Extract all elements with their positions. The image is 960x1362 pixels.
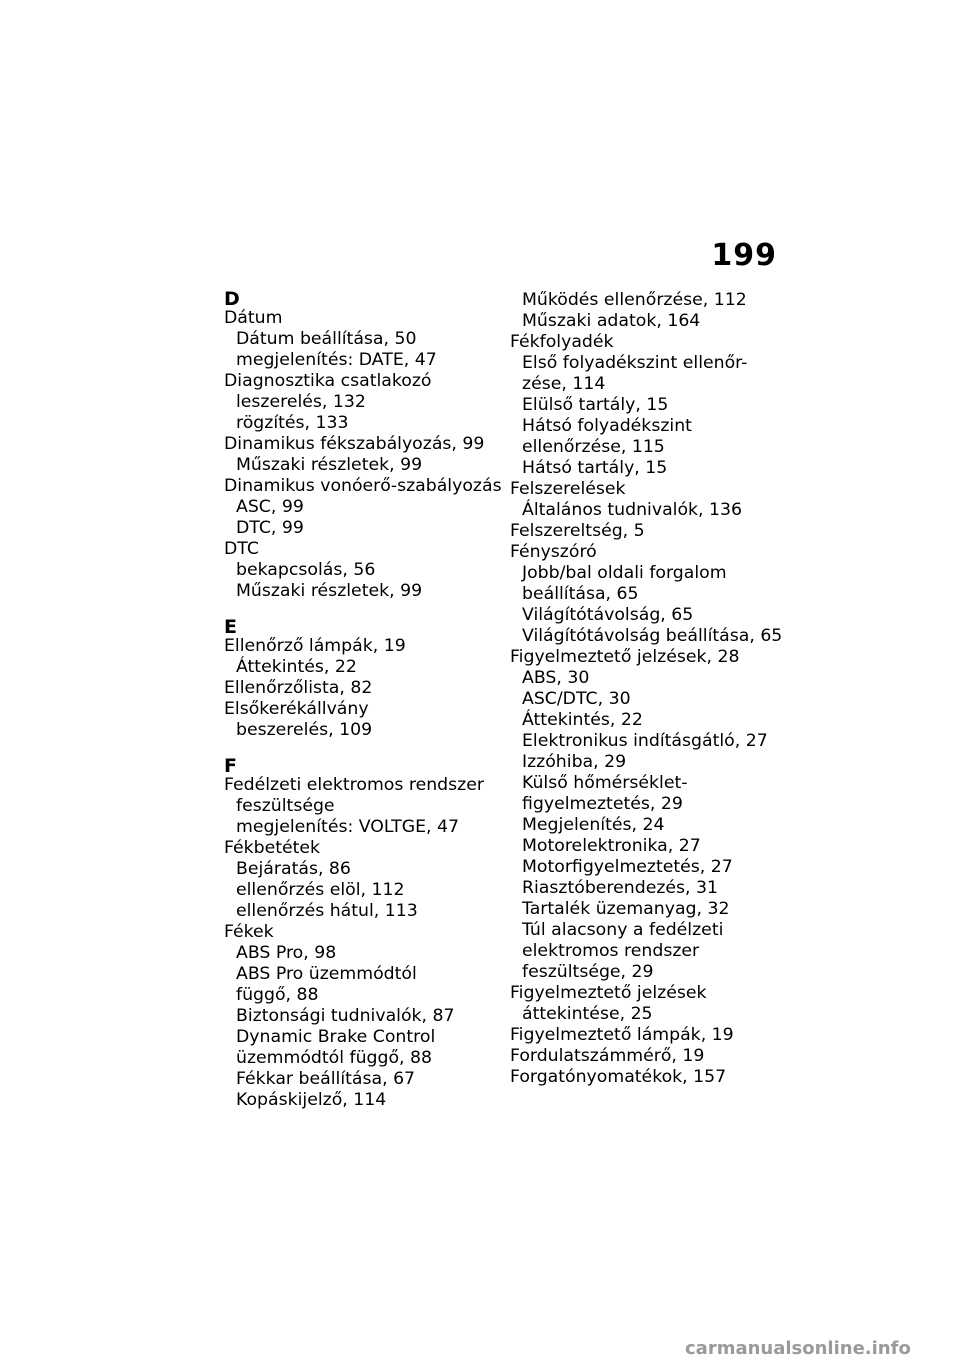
index-entry: Felszereltség, 5 [510, 521, 645, 541]
index-subentry: bekapcsolás, 56 [236, 560, 376, 580]
index-subentry: megjelenítés: DATE, 47 [236, 350, 437, 370]
index-entry: Figyelmeztető jelzések, 28 [510, 647, 740, 667]
index-subentry: Motorfigyelmeztetés, 27 [522, 857, 733, 877]
index-subentry: Bejáratás, 86 [236, 859, 351, 879]
index-entry: Fordulatszámmérő, 19 [510, 1046, 705, 1066]
index-subentry: Izzóhiba, 29 [522, 752, 627, 772]
index-subentry: Túl alacsony a fedélzeti [522, 920, 724, 940]
index-subentry: feszültsége [236, 796, 335, 816]
index-entry: Felszerelések [510, 479, 626, 499]
index-subentry: ABS, 30 [522, 668, 590, 688]
index-subentry: ellenőrzése, 115 [522, 437, 665, 457]
index-subentry: Fékkar beállítása, 67 [236, 1069, 416, 1089]
index-subentry: rögzítés, 133 [236, 413, 349, 433]
index-subentry: Riasztóberendezés, 31 [522, 878, 719, 898]
page-number: 199 [711, 238, 777, 273]
index-subentry: áttekintése, 25 [522, 1004, 653, 1024]
index-subentry: feszültsége, 29 [522, 962, 654, 982]
index-subentry: Világítótávolság beállítása, 65 [522, 626, 783, 646]
index-subentry: Tartalék üzemanyag, 32 [522, 899, 730, 919]
index-section-letter: F [224, 755, 237, 777]
index-subentry: Kopáskijelző, 114 [236, 1090, 387, 1110]
index-subentry: elektromos rendszer [522, 941, 700, 961]
index-subentry: Áttekintés, 22 [236, 657, 357, 677]
index-subentry: üzemmódtól függő, 88 [236, 1048, 433, 1068]
index-subentry: megjelenítés: VOLTGE, 47 [236, 817, 459, 837]
index-subentry: Műszaki részletek, 99 [236, 455, 423, 475]
index-subentry: ABS Pro, 98 [236, 943, 337, 963]
index-column-right [510, 290, 800, 1088]
index-subentry: Biztonsági tudnivalók, 87 [236, 1006, 455, 1026]
index-entry: Fedélzeti elektromos rendszer [224, 775, 484, 795]
index-subentry: függő, 88 [236, 985, 319, 1005]
index-subentry: Külső hőmérséklet- [522, 773, 688, 793]
index-subentry: Világítótávolság, 65 [522, 605, 694, 625]
index-entry: Dinamikus fékszabályozás, 99 [224, 434, 485, 454]
index-subentry: ellenőrzés hátul, 113 [236, 901, 418, 921]
index-subentry: Hátsó folyadékszint [522, 416, 692, 436]
index-subentry: DTC, 99 [236, 518, 304, 538]
index-entry: Forgatónyomatékok, 157 [510, 1067, 727, 1087]
index-subentry: beszerelés, 109 [236, 720, 373, 740]
index-entry: DTC [224, 539, 259, 559]
index-subentry: Dynamic Brake Control [236, 1027, 436, 1047]
index-entry: Elsőkerékállvány [224, 699, 369, 719]
index-entry: Fékfolyadék [510, 332, 614, 352]
index-subentry: figyelmeztetés, 29 [522, 794, 683, 814]
index-entry: Fényszóró [510, 542, 597, 562]
index-entry: Ellenőrzőlista, 82 [224, 678, 373, 698]
index-section-letter: D [224, 288, 240, 310]
index-subentry: Jobb/bal oldali forgalom [522, 563, 727, 583]
index-entry: Dinamikus vonóerő-szabályozás [224, 476, 502, 496]
index-subentry: Működés ellenőrzése, 112 [522, 290, 747, 310]
index-column-left [224, 290, 504, 1111]
index-subentry: Megjelenítés, 24 [522, 815, 665, 835]
index-entry: Fékbetétek [224, 838, 321, 858]
index-section-letter: E [224, 616, 237, 638]
watermark: carmanualsonline.info [685, 1338, 911, 1359]
index-subentry: zése, 114 [522, 374, 606, 394]
index-entry: Dátum [224, 308, 283, 328]
index-subentry: Dátum beállítása, 50 [236, 329, 417, 349]
index-subentry: Műszaki adatok, 164 [522, 311, 701, 331]
index-entry: Figyelmeztető lámpák, 19 [510, 1025, 734, 1045]
index-subentry: Általános tudnivalók, 136 [522, 500, 743, 520]
index-subentry: Elektronikus indításgátló, 27 [522, 731, 768, 751]
index-subentry: Műszaki részletek, 99 [236, 581, 423, 601]
index-subentry: ABS Pro üzemmódtól [236, 964, 417, 984]
index-subentry: ASC, 99 [236, 497, 304, 517]
index-subentry: ASC/DTC, 30 [522, 689, 631, 709]
index-subentry: ellenőrzés elöl, 112 [236, 880, 405, 900]
index-subentry: Hátsó tartály, 15 [522, 458, 668, 478]
index-entry: Diagnosztika csatlakozó [224, 371, 432, 391]
index-entry: Fékek [224, 922, 274, 942]
index-entry: Ellenőrző lámpák, 19 [224, 636, 406, 656]
index-entry: Figyelmeztető jelzések [510, 983, 707, 1003]
index-subentry: Első folyadékszint ellenőr- [522, 353, 748, 373]
index-subentry: Elülső tartály, 15 [522, 395, 669, 415]
index-subentry: Motorelektronika, 27 [522, 836, 701, 856]
index-subentry: beállítása, 65 [522, 584, 639, 604]
index-subentry: leszerelés, 132 [236, 392, 366, 412]
index-subentry: Áttekintés, 22 [522, 710, 643, 730]
